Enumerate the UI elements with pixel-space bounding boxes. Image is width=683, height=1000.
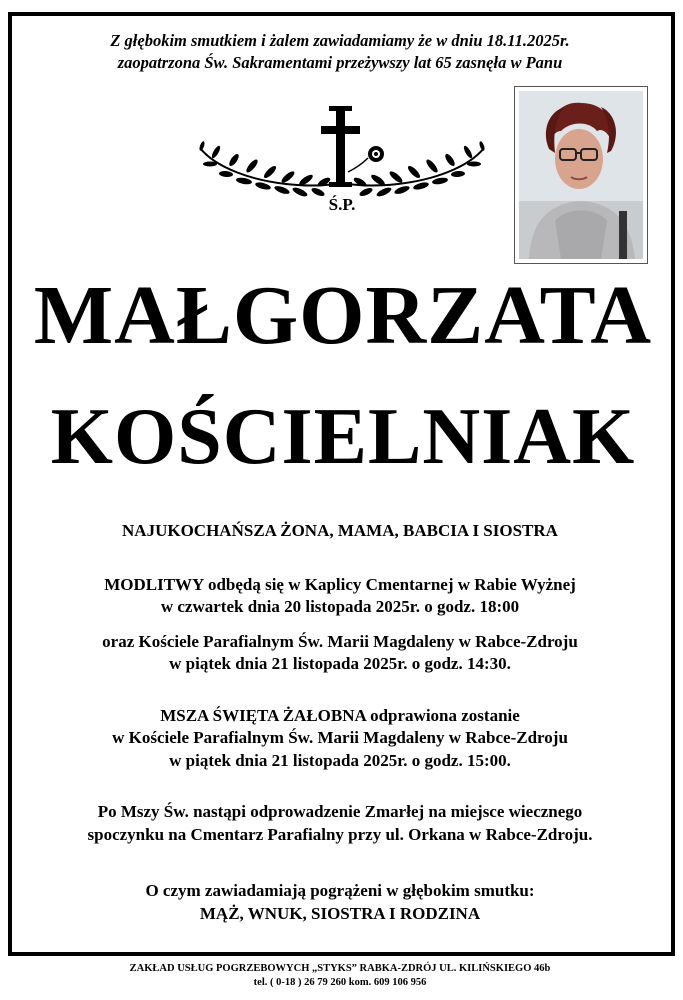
prayers-line-1: MODLITWY odbędą się w Kaplicy Cmentarnej w Rabie Wyżnej (104, 575, 576, 594)
mass-line-3: w piątek dnia 21 listopada 2025r. o godz. 15:00. (169, 751, 511, 770)
cross-icon (321, 106, 360, 187)
right-laurel-branch (348, 141, 486, 198)
portrait-image (519, 91, 643, 259)
footer-phone: tel. ( 0-18 ) 26 79 260 kom. 609 106 956 (253, 977, 427, 988)
closing-line-1: O czym zawiadamiają pogrążeni w głębokim smutku: (145, 881, 535, 900)
relation-line: NAJUKOCHAŃSZA ŻONA, MAMA, BABCIA I SIOSTRA (122, 521, 558, 540)
intro-line-2: zaopatrzona Św. Sakramentami przeżywszy lat 65 zasnęła w Panu (117, 53, 563, 72)
left-laurel-branch (198, 141, 336, 198)
deceased-last-name: KOŚCIELNIAK (50, 393, 636, 481)
mass-line-1: MSZA ŚWIĘTA ŻAŁOBNA odprawiona zostanie (160, 706, 520, 725)
burial-line-2: spoczynku na Cmentarz Parafialny przy ul. Orkana w Rabce-Zdroju. (87, 825, 593, 844)
prayers-line-4: w piątek dnia 21 listopada 2025r. o godz. 14:30. (169, 654, 511, 673)
sp-label: Ś.P. (328, 195, 356, 214)
deceased-first-name: MAŁGORZATA (33, 269, 653, 362)
intro-line-1: Z głębokim smutkiem i żalem zawiadamiamy że w dniu 18.11.2025r. (110, 31, 570, 50)
prayers-line-2: w czwartek dnia 20 listopada 2025r. o godz. 18:00 (160, 597, 520, 616)
cross-laurel-emblem (196, 106, 488, 224)
burial-line-1: Po Mszy Św. nastąpi odprowadzenie Zmarłej na miejsce wiecznego (97, 802, 583, 821)
portrait-photo (514, 86, 648, 264)
footer-company: ZAKŁAD USŁUG POGRZEBOWYCH „STYKS” RABKA-ZDRÓJ UL. KILIŃSKIEGO 46b (129, 963, 551, 974)
rose-icon (348, 146, 384, 172)
closing-line-2: MĄŻ, WNUK, SIOSTRA I RODZINA (199, 904, 481, 923)
mass-line-2: w Kościele Parafialnym Św. Marii Magdaleny w Rabce-Zdroju (112, 728, 568, 747)
prayers-line-3: oraz Kościele Parafialnym Św. Marii Magdaleny w Rabce-Zdroju (102, 632, 578, 651)
